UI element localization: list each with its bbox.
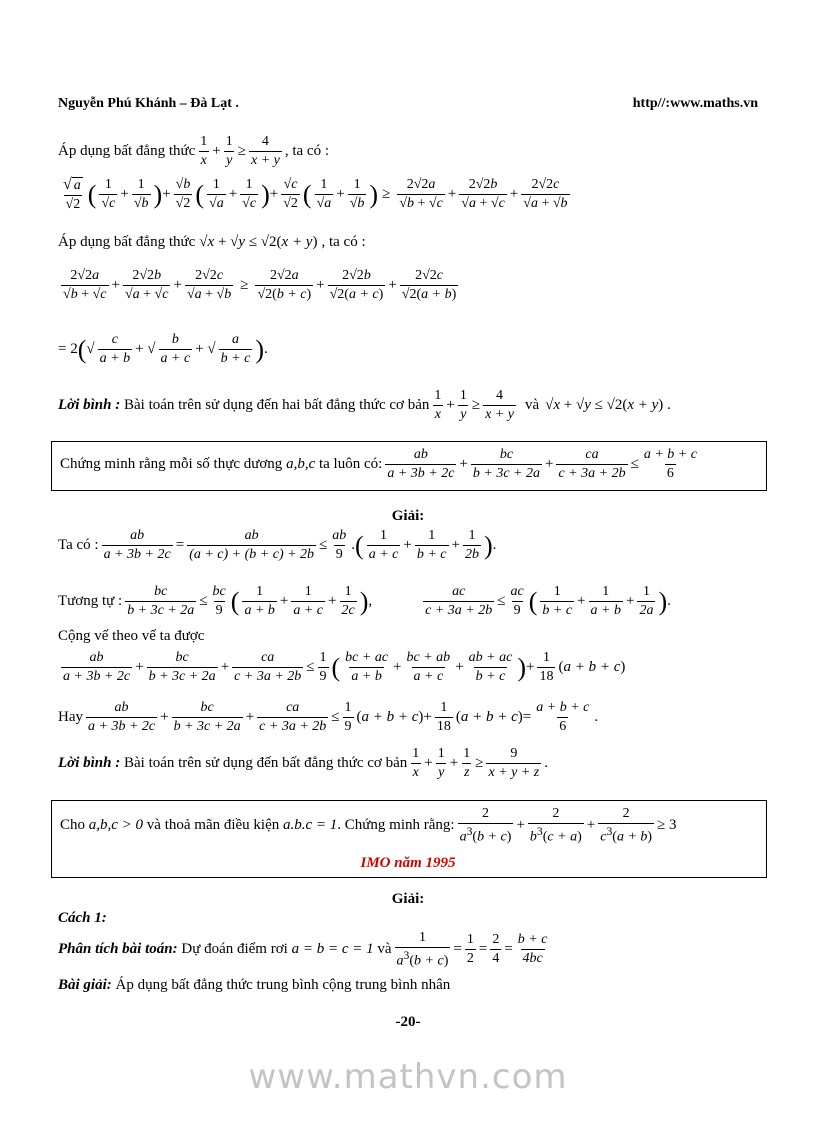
- remark-label-2: Lời bình :: [58, 755, 121, 771]
- solve-label: Bài giải:: [58, 977, 112, 993]
- formula-line-3: = 2 ( √ $\frac{c}{a + b}$ + √ $\frac{b}{a + c}$ + √ $\frac{a}{b + c}$ ) .: [58, 332, 268, 366]
- problem-2-tail: ta luôn có:: [318, 456, 383, 472]
- equal-point: a = b = c = 1: [291, 941, 374, 958]
- solution-3-title: Giải:: [391, 891, 425, 907]
- analysis-and: và: [377, 941, 392, 958]
- remark-1: Lời bình : Bài toán trên sử dụng đến hai bất đẳng thức cơ bản $\frac{1}{x}$ + $\frac{1}{y}$ ≥ $\frac{4}{x + y}$ và √x + √y ≤ √2(x + y) .: [58, 388, 671, 422]
- apply-inequality-line-2: Áp dụng bất đẳng thức √x + √y ≤ √2(x + y) , ta có :: [58, 234, 366, 250]
- analysis-label: Phân tích bài toán:: [58, 941, 178, 958]
- solution-2-line-1: Ta có : $\frac{ab}{a + 3b + 2c}$ = $\frac{ab}{(a + c) + (b + c) + 2b}$ ≤ $\frac{ab}{9}$ . ( $\frac{1}{a + c}$ + $\frac{1}{b + c}$ + $\frac{1}{2b}$ ) .: [58, 528, 497, 562]
- watermark: www.mathvn.com: [248, 1057, 568, 1097]
- hay-label: Hay: [58, 709, 83, 725]
- imo-source: IMO năm 1995: [360, 855, 456, 871]
- author-header: Nguyễn Phú Khánh – Đà Lạt .: [58, 96, 239, 111]
- solution-2-line-2: Tương tự : $\frac{bc}{b + 3c + 2a}$ ≤ $\frac{bc}{9}$ ( $\frac{1}{a + b}$ + $\frac{1}{a + c}$ + $\frac{1}{2c}$ ) , $\frac{ac}{c + 3a + 2b}$ ≤ $\frac{ac}{9}$ ( $\frac{1}{b + c}$ + $\frac{1}{a + b}$ + $\frac{1}{2a}$ ) .: [58, 584, 671, 618]
- apply-text-2: Áp dụng bất đẳng thức: [58, 234, 196, 250]
- problem-3-prove: . Chứng minh rằng:: [337, 817, 455, 834]
- solution-2-line-3: $\frac{ab}{a + 3b + 2c}$ + $\frac{bc}{b + 3c + 2a}$ + $\frac{ca}{c + 3a + 2b}$ ≤ $\frac{1}{9}$ ( $\frac{bc + ac}{a + b}$ + $\frac{bc + ab}{a + c}$ + $\frac{ab + ac}{b + c}$ ) + $\frac{1}{18}$ ( a + b + c ): [63, 650, 626, 684]
- analysis-line: Phân tích bài toán: Dự đoán điểm rơi a = b = c = 1 và $\frac{1}{a^3(b + c)}$ = $\frac{1}{2}$ = $\frac{2}{4}$ = $\frac{b + c}{4bc}$: [58, 930, 548, 969]
- result-equals: = 2: [58, 341, 78, 357]
- website-header: http//:www.maths.vn: [632, 96, 758, 111]
- solution-2-title: Giải:: [391, 508, 425, 524]
- problem-2-vars: a,b,c: [286, 456, 316, 472]
- method-label: Cách 1:: [58, 910, 107, 926]
- formula-line-1: √ a √2 ( $\frac{1}{√c}$ + $\frac{1}{√b}$ ) + $\frac{√b}{√2}$ ( $\frac{1}{√a}$ + $\frac{1}{√c}$ ) + $\frac{√c}{√2}$ ( $\frac{1}{√a}$ + $\frac{1}{√b}$ ) ≥ $\frac{2√2a}{√b + √c}$ + $\frac{2√2b}{√a + √c}$ + $\frac{2√2c}{√a + √b}$: [63, 176, 568, 212]
- apply-suffix: , ta có :: [284, 143, 330, 159]
- problem-3-cho: Cho: [60, 817, 86, 834]
- problem-3-statement: Cho a,b,c > 0 và thoả mãn điều kiện a.b.c = 1 . Chứng minh rằng: $\frac{2}{a^3(b + c)}$ + $\frac{2}{b^3(c + a)}$ + $\frac{2}{c^3(a + b)}$ ≥ 3: [60, 806, 677, 845]
- problem-3-cond2: a.b.c = 1: [283, 817, 338, 834]
- solution-2-line-4: Hay $\frac{ab}{a + 3b + 2c}$ + $\frac{bc}{b + 3c + 2a}$ + $\frac{ca}{c + 3a + 2b}$ ≤ $\frac{1}{9}$ ( a + b + c )+ $\frac{1}{18}$ ( a + b + c )= $\frac{a + b + c}{6}$ .: [58, 700, 599, 734]
- congve-line: Cộng vế theo vế ta được: [58, 628, 205, 644]
- solve-line: [58, 977, 450, 994]
- remark-and: và: [524, 397, 540, 413]
- analysis-text: Dự đoán điểm rơi: [181, 941, 288, 958]
- page-number: -20-: [395, 1014, 421, 1030]
- remark-2: Lời bình : Bài toán trên sử dụng đến bất đẳng thức cơ bản $\frac{1}{x}$ + $\frac{1}{y}$ + $\frac{1}{z}$ ≥ $\frac{9}{x + y + z}$ .: [58, 746, 548, 780]
- problem-3-mid: và thoả mãn điều kiện: [146, 817, 280, 834]
- problem-2-text: Chứng minh rằng mỗi số thực dương: [60, 456, 283, 472]
- solve-text: Áp dụng bất đẳng thức trung bình cộng trung bình nhân: [115, 977, 451, 993]
- apply-text: Áp dụng bất đẳng thức: [58, 143, 196, 159]
- problem-3-rhs: ≥ 3: [657, 817, 677, 834]
- remark-text-1: Bài toán trên sử dụng đến hai bất đẳng thức cơ bản: [123, 397, 430, 413]
- apply-suffix-2: , ta có :: [321, 234, 366, 250]
- problem-3-cond1: a,b,c > 0: [88, 817, 144, 834]
- apply-inequality-line-1: Áp dụng bất đẳng thức $\frac{1}{x}$ + $\frac{1}{y}$ ≥ $\frac{4}{x + y}$ , ta có :: [58, 134, 330, 168]
- tuongtu-label: Tương tự :: [58, 593, 123, 609]
- remark-text-2: Bài toán trên sử dụng đến bất đẳng thức cơ bản: [123, 755, 408, 771]
- formula-line-2: $\frac{2√2a}{√b + √c}$ + $\frac{2√2b}{√a + √c}$ + $\frac{2√2c}{√a + √b}$ ≥ $\frac{2√2a}{√2(b + c)}$ + $\frac{2√2b}{√2(a + c)}$ + $\frac{2√2c}{√2(a + b)}$: [63, 268, 457, 302]
- taco-label: Ta có :: [58, 537, 99, 553]
- remark-label-1: Lời bình :: [58, 397, 121, 413]
- problem-2-statement: Chứng minh rằng mỗi số thực dương a,b,c ta luôn có: $\frac{ab}{a + 3b + 2c}$ + $\frac{bc}{b + 3c + 2a}$ + $\frac{ca}{c + 3a + 2b}$ ≤ $\frac{a + b + c}{6}$: [60, 447, 697, 481]
